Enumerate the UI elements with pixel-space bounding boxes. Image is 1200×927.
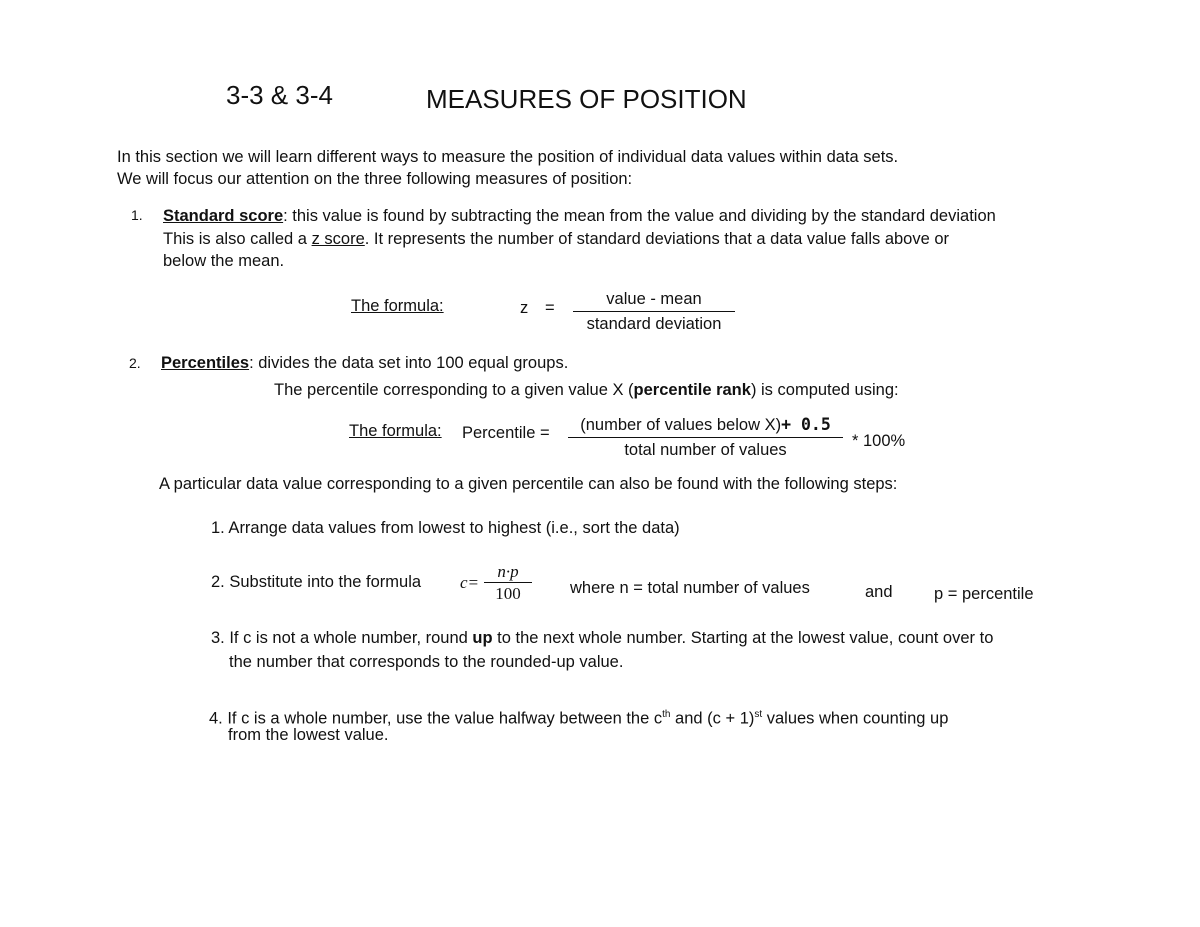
and-text: and: [865, 583, 893, 601]
percentile-rank-pre: The percentile corresponding to a given value X (: [274, 381, 634, 399]
step-4-post: values when counting up: [762, 709, 949, 728]
step-4-pre: 4. If c is a whole number, use the value halfway between the c: [209, 709, 663, 728]
c-equals: c=: [460, 573, 480, 592]
standard-score-desc: : this value is found by subtracting the mean from the value and dividing by the standard deviation: [283, 207, 996, 225]
intro-line-2: We will focus our attention on the three following measures of position:: [117, 170, 633, 188]
percentile-rank-post: ) is computed using:: [750, 381, 899, 399]
percentiles-line-2: [274, 379, 899, 401]
step-3-post: to the next whole number. Starting at the lowest value, count over to: [492, 629, 994, 647]
c-numerator: n·p: [484, 562, 532, 583]
step-2-text: 2. Substitute into the formula: [211, 573, 422, 591]
percentile-rank-term: percentile rank: [633, 381, 751, 399]
standard-score-line-1: [163, 205, 996, 227]
n-definition: where n = total number of values: [570, 579, 810, 597]
percentile-numerator-add: + 0.5: [781, 415, 831, 434]
percentiles-desc: : divides the data set into 100 equal groups.: [249, 354, 569, 372]
percentile-fraction: [568, 414, 843, 461]
z-score-term: z score: [311, 230, 365, 248]
percentile-multiplier: * 100%: [852, 432, 906, 450]
z-fraction: [573, 288, 735, 335]
step-3-pre: 3. If c is not a whole number, round: [211, 629, 473, 647]
section-number: 3-3 & 3-4: [226, 80, 333, 110]
standard-score-line-2: [163, 228, 949, 250]
z-denominator: standard deviation: [586, 315, 722, 333]
percentiles-term: Percentiles: [161, 354, 250, 372]
item-number-2: 2.: [129, 355, 141, 371]
c-denominator: 100: [495, 584, 521, 603]
percentile-numerator-text: (number of values below X): [580, 416, 782, 434]
percentile-lhs: Percentile =: [462, 424, 550, 442]
z-score-pre: This is also called a: [163, 230, 312, 248]
step-3-line-2: the number that corresponds to the rounded-up value.: [229, 653, 624, 671]
step-3-line-1: [211, 627, 993, 649]
percentiles-line-1: [161, 352, 568, 374]
z-score-post: . It represents the number of standard deviations that a data value falls above or: [364, 230, 950, 248]
step-4-th: th: [662, 709, 671, 720]
steps-intro: A particular data value corresponding to a given percentile can also be found with the following steps:: [159, 475, 898, 493]
c-fraction: [484, 562, 532, 604]
percentile-numerator: [568, 414, 843, 438]
z-formula-label: The formula:: [351, 297, 444, 315]
standard-score-line-3: below the mean.: [163, 252, 285, 270]
step-1: 1. Arrange data values from lowest to highest (i.e., sort the data): [211, 519, 680, 537]
intro-line-1: In this section we will learn different ways to measure the position of individual data values within data sets.: [117, 148, 899, 166]
percentile-denominator: total number of values: [624, 441, 787, 459]
step-4-st: st: [754, 709, 763, 720]
step-4-line-2: from the lowest value.: [228, 726, 389, 744]
p-definition: p = percentile: [934, 585, 1034, 603]
item-number-1: 1.: [131, 207, 143, 223]
step-3-up: up: [472, 629, 493, 647]
z-equals: =: [545, 299, 555, 317]
z-numerator: value - mean: [573, 288, 735, 312]
percentile-formula-label: The formula:: [349, 422, 442, 440]
z-variable: z: [520, 299, 529, 317]
step-4-mid: and (c + 1): [670, 709, 755, 728]
page-title: MEASURES OF POSITION: [426, 84, 747, 114]
standard-score-term: Standard score: [163, 207, 284, 225]
